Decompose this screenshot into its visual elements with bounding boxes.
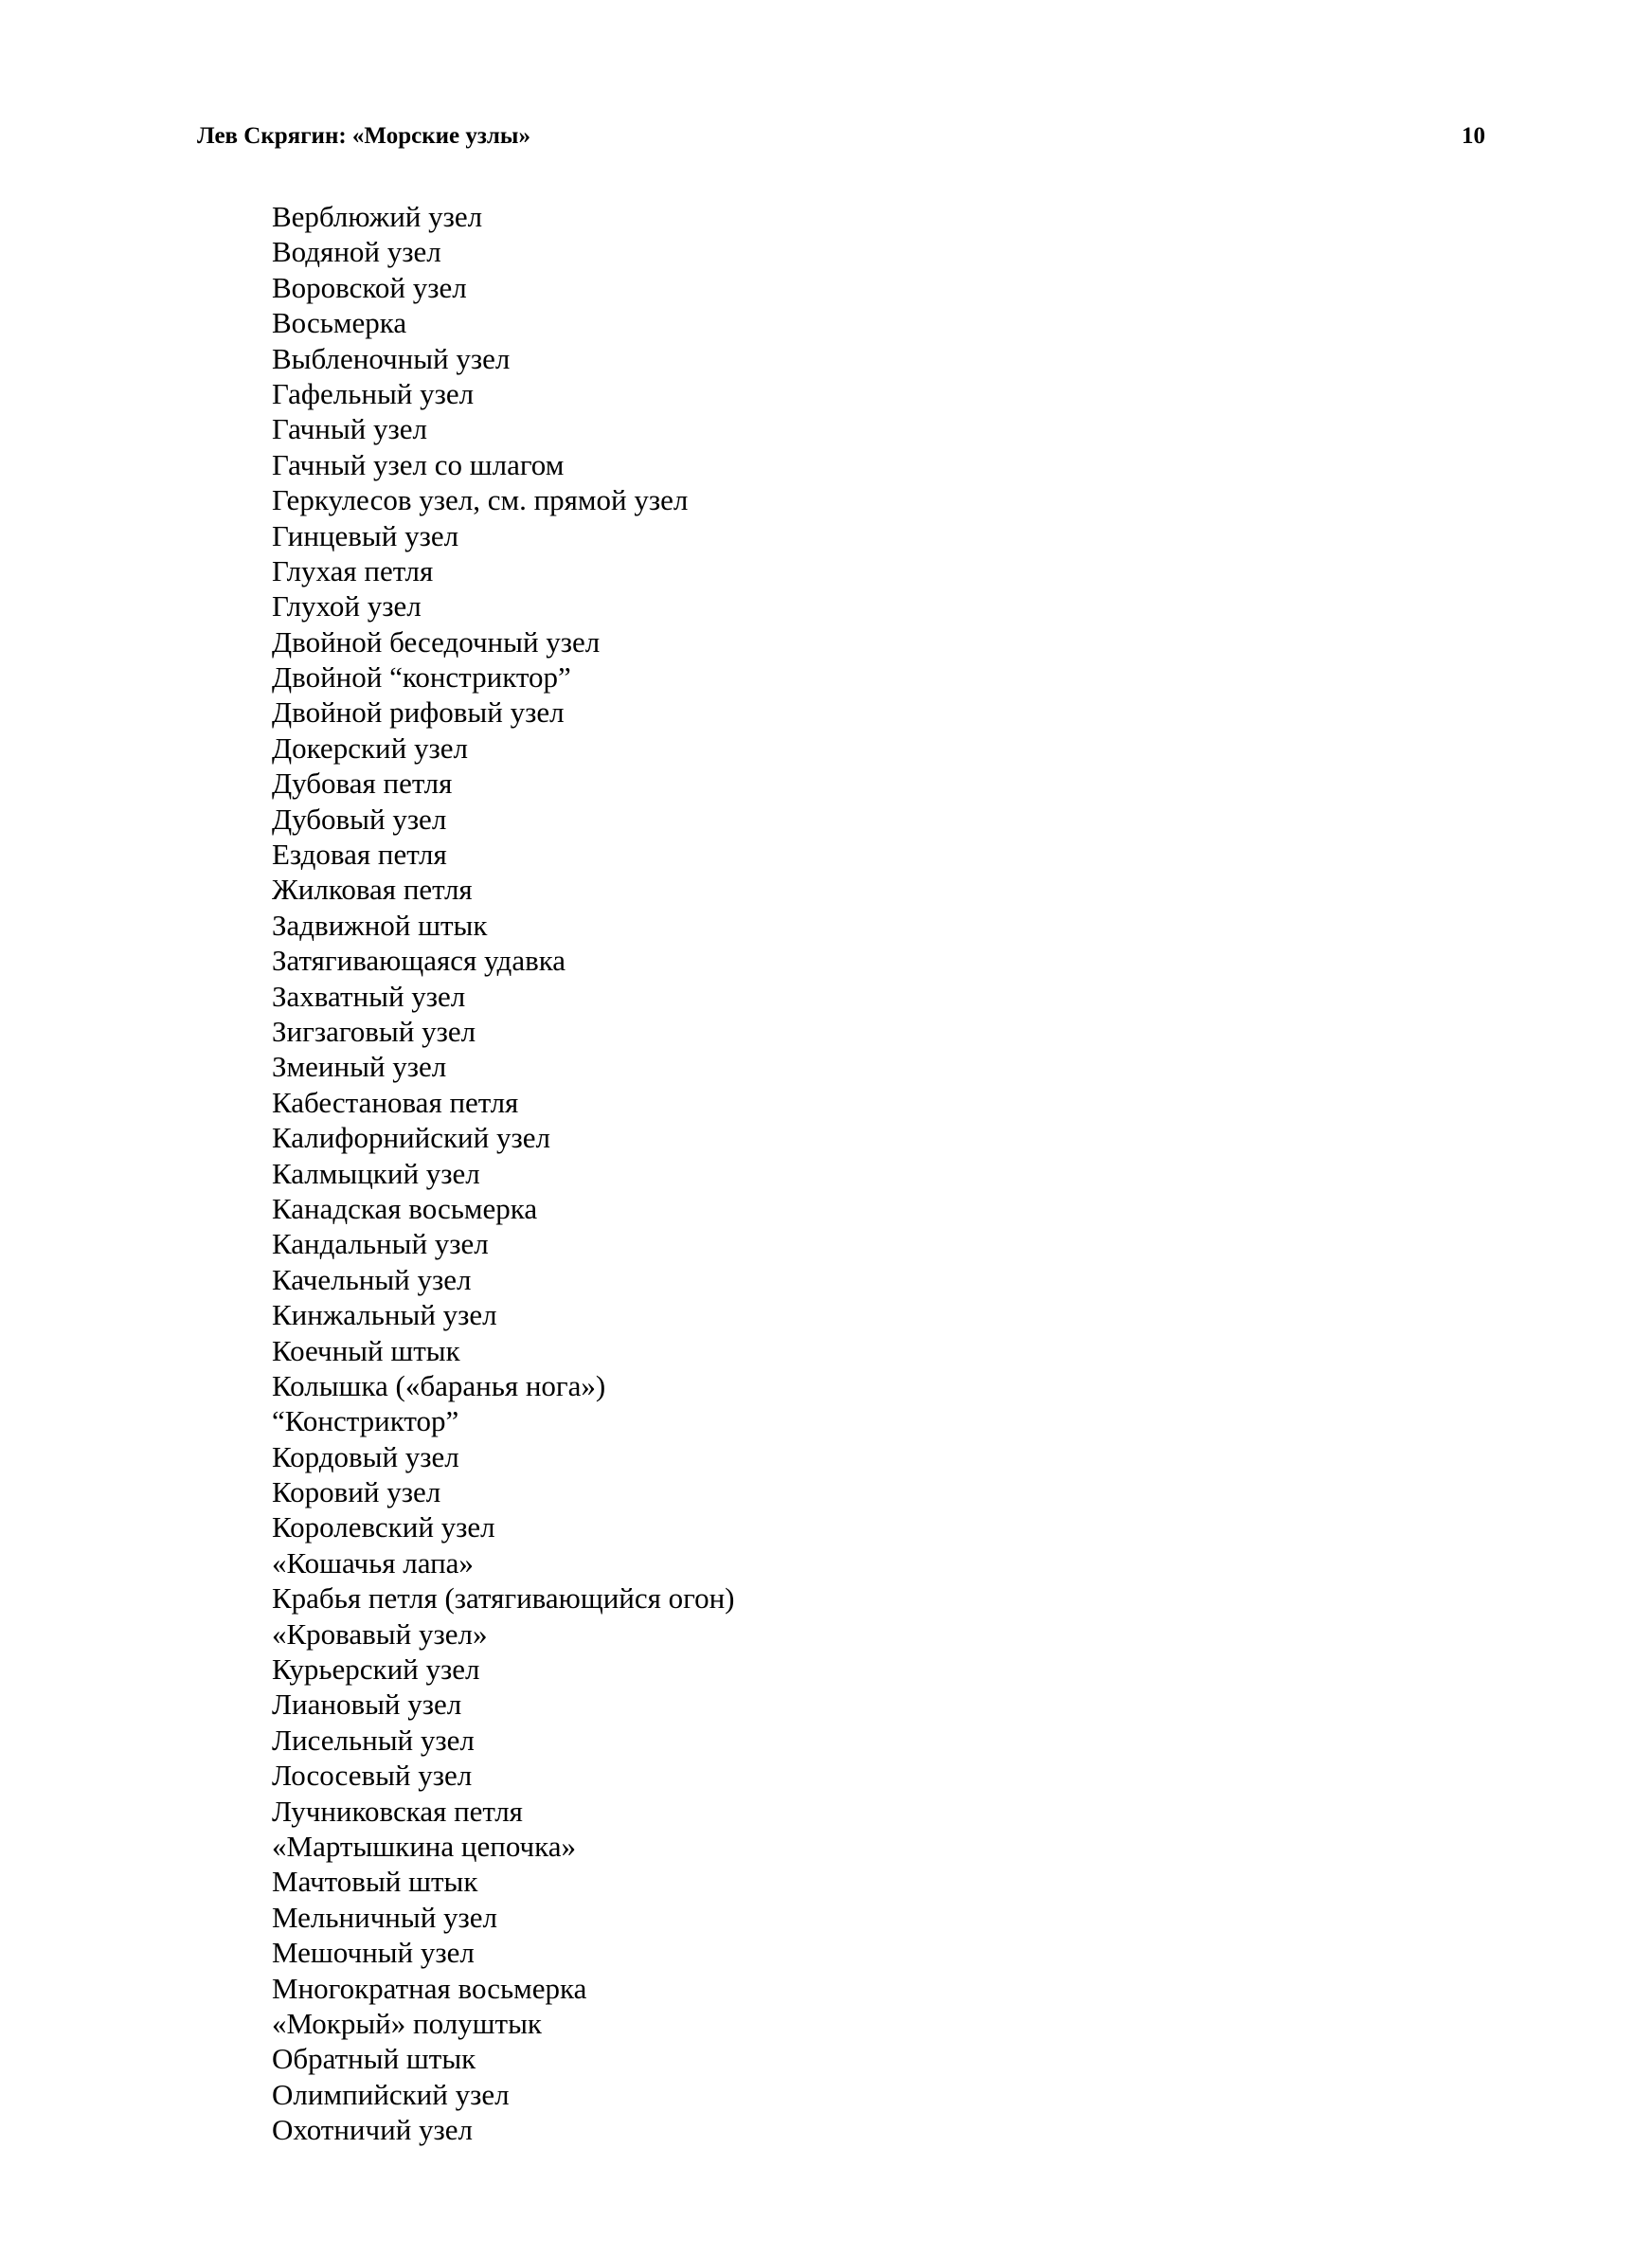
knot-list-item: Олимпийский узел [272,2077,510,2111]
knot-list-item: Гинцевый узел [272,518,459,552]
knot-list-item: Захватный узел [272,979,466,1013]
knot-list-item: Обратный штык [272,2042,476,2076]
knot-list-item: Ездовая петля [272,838,447,872]
knot-list-item: Качельный узел [272,1262,472,1296]
knot-list-item: Лососевый узел [272,1759,473,1793]
knot-list-item: «Мокрый» полуштык [272,2006,542,2040]
knot-list-item: “Констриктор” [272,1404,459,1438]
knot-list-item: Двойной беседочный узел [272,624,601,659]
knot-list-item: Двойной “констриктор” [272,660,571,695]
knot-list-item: Змеиный узел [272,1050,447,1084]
knot-list-item: Восьмерка [272,306,407,340]
knot-list-item: Зигзаговый узел [272,1014,476,1048]
knot-list-item: Коровий узел [272,1475,441,1509]
knot-list-item: Дубовый узел [272,802,447,836]
knot-list-item: Гачный узел со шлагом [272,447,565,481]
knot-list-item: Крабья петля (затягивающийся огон) [272,1581,735,1616]
knot-list-item: Жилковая петля [272,873,473,907]
knot-list-item: Гачный узел [272,412,427,446]
knot-list-item: Глухая петля [272,553,434,587]
page-number: 10 [1462,123,1485,149]
knot-list-item: Колышка («баранья нога») [272,1368,606,1402]
knot-list-item: Кинжальный узел [272,1298,497,1332]
knot-list-item: Водяной узел [272,235,441,269]
knot-list-item: Кандальный узел [272,1227,489,1261]
knot-list-item: Воровской узел [272,270,467,304]
knot-list-item: Охотничий узел [272,2113,474,2147]
knot-list-item: Глухой узел [272,589,422,623]
knot-list-item: Двойной рифовый узел [272,695,565,730]
knot-list-item: Лисельный узел [272,1723,475,1757]
knot-list-item: Курьерский узел [272,1652,480,1687]
knot-list-item: Мачтовый штык [272,1865,478,1899]
knot-list-item: Коечный штык [272,1333,460,1367]
knot-list-item: Кордовый узел [272,1439,459,1473]
knot-list-item: Выбленочный узел [272,341,511,375]
knot-list-item: Затягивающаяся удавка [272,944,566,978]
knot-list-item: Многократная восьмерка [272,1971,587,2005]
knot-list-item: «Кровавый узел» [272,1616,488,1651]
knot-list-item: Мельничный узел [272,1900,498,1934]
knot-list-item: Геркулесов узел, см. прямой узел [272,483,689,517]
knot-list-item: Королевский узел [272,1510,495,1544]
knot-list-item: Лучниковская петля [272,1794,523,1828]
knot-list-item: Верблюжий узел [272,200,483,233]
knot-list [272,199,735,2147]
knot-list-item: «Кошачья лапа» [272,1545,474,1580]
knot-list-item: Калифорнийский узел [272,1121,550,1155]
knot-list-item: Мешочный узел [272,1936,475,1970]
knot-list-item: Докерский узел [272,731,468,765]
knot-list-item: Кабестановая петля [272,1085,519,1119]
page-header [197,117,1485,155]
knot-list-item: Дубовая петля [272,767,453,801]
knot-list-item: Гафельный узел [272,376,475,410]
knot-list-item: Лиановый узел [272,1688,462,1722]
knot-list-item: Канадская восьмерка [272,1191,538,1225]
knot-list-item: «Мартышкина цепочка» [272,1829,576,1863]
knot-list-item: Калмыцкий узел [272,1156,480,1190]
knot-list-item: Задвижной штык [272,908,488,942]
header-title: Лев Скрягин: «Морские узлы» [197,123,530,149]
